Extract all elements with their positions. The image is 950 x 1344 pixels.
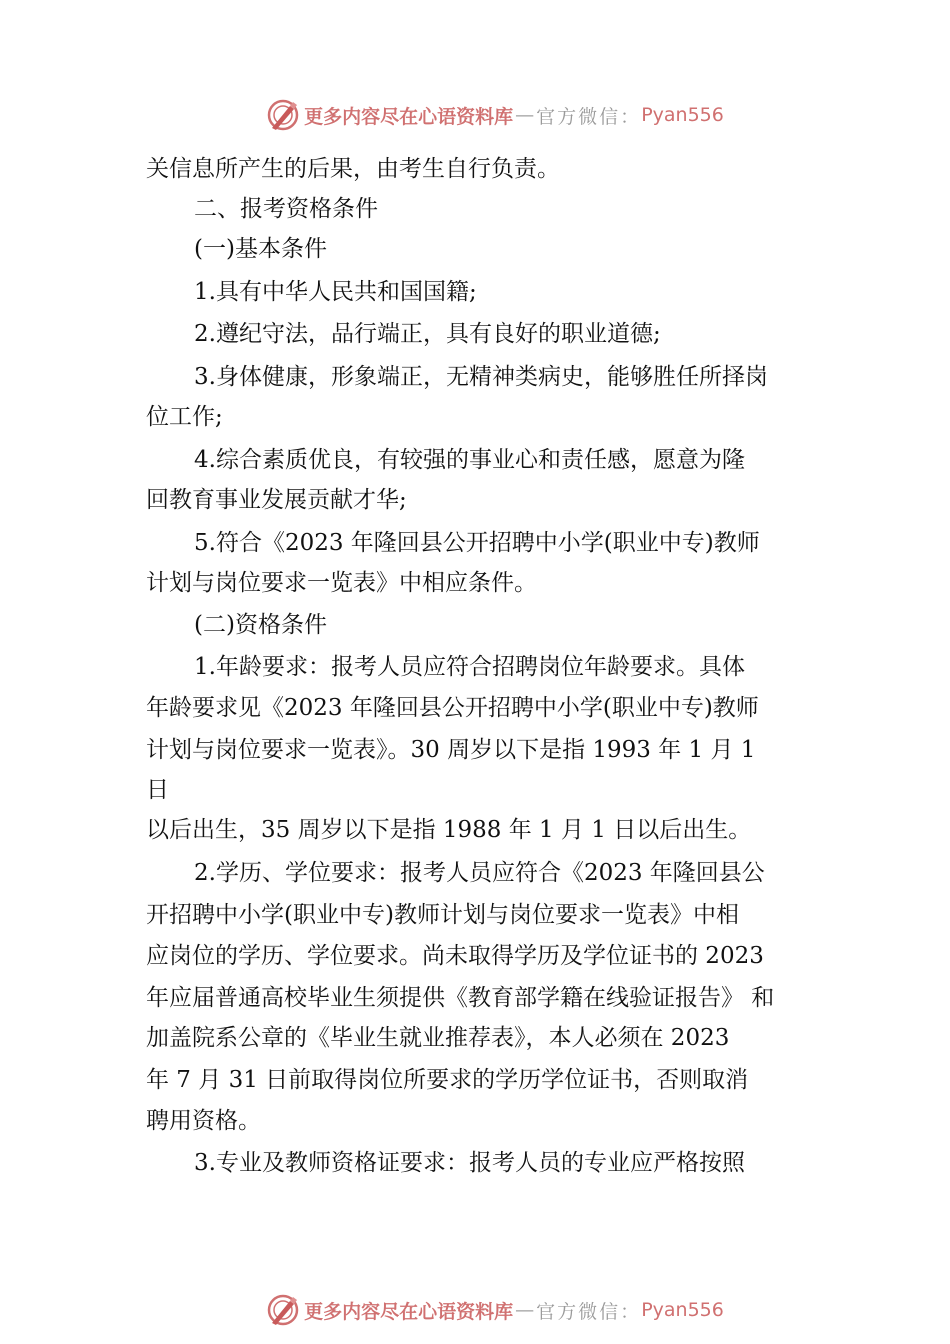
- pen-logo-icon: [266, 1293, 300, 1327]
- text-line: 计划与岗位要求一览表》。30 周岁以下是指 1993 年 1 月 1: [146, 737, 756, 763]
- text-line: 2.学历、学位要求：报考人员应符合《2023 年隆回县公: [194, 860, 765, 886]
- text-line: 3.身体健康，形象端正，无精神类病史，能够胜任所择岗: [194, 364, 768, 390]
- subsection-heading: (一)基本条件: [194, 236, 327, 262]
- watermark-wechat-id: Pyan556: [641, 104, 724, 126]
- header-watermark: [0, 95, 950, 135]
- watermark-wechat-id: Pyan556: [641, 1299, 724, 1321]
- watermark-official-label: 官方微信：: [536, 1300, 642, 1323]
- text-line: 5.符合《2023 年隆回县公开招聘中小学(职业中专)教师: [194, 530, 760, 556]
- text-line: 4.综合素质优良，有较强的事业心和责任感，愿意为隆: [194, 447, 745, 473]
- section-heading: 二、报考资格条件: [194, 196, 378, 222]
- watermark-dash: —: [515, 104, 535, 126]
- text-line: 1.具有中华人民共和国国籍;: [194, 279, 477, 305]
- text-line: 以后出生，35 周岁以下是指 1988 年 1 月 1 日以后出生。: [146, 817, 752, 843]
- text-line: 计划与岗位要求一览表》中相应条件。: [146, 570, 537, 596]
- text-line: 聘用资格。: [146, 1108, 261, 1134]
- text-line: 年龄要求见《2023 年隆回县公开招聘中小学(职业中专)教师: [146, 695, 759, 721]
- subsection-heading: (二)资格条件: [194, 612, 327, 638]
- text-line: 年 7 月 31 日前取得岗位所要求的学历学位证书，否则取消: [146, 1067, 749, 1093]
- text-line: 1.年龄要求：报考人员应符合招聘岗位年龄要求。具体: [194, 654, 745, 680]
- watermark-dash: —: [515, 1299, 535, 1321]
- text-line: 3.专业及教师资格证要求：报考人员的专业应严格按照: [194, 1150, 745, 1176]
- text-line: 应岗位的学历、学位要求。尚未取得学历及学位证书的 2023: [146, 943, 764, 969]
- text-line: 年应届普通高校毕业生须提供《教育部学籍在线验证报告》 和: [146, 985, 775, 1011]
- pen-logo-icon: [266, 98, 300, 132]
- watermark-brand: 更多内容尽在心语资料库: [304, 105, 514, 128]
- footer-watermark: [0, 1290, 950, 1330]
- text-line: 2.遵纪守法，品行端正，具有良好的职业道德;: [194, 321, 661, 347]
- watermark-brand: 更多内容尽在心语资料库: [304, 1300, 514, 1323]
- watermark-official-label: 官方微信：: [536, 105, 642, 128]
- text-line: 开招聘中小学(职业中专)教师计划与岗位要求一览表》中相: [146, 902, 739, 928]
- text-line: 加盖院系公章的《毕业生就业推荐表》，本人必须在 2023: [146, 1025, 730, 1051]
- text-line: 位工作;: [146, 404, 223, 430]
- text-line: 关信息所产生的后果，由考生自行负责。: [146, 156, 560, 182]
- text-line: 回教育事业发展贡献才华;: [146, 487, 407, 513]
- text-line: 日: [146, 777, 169, 803]
